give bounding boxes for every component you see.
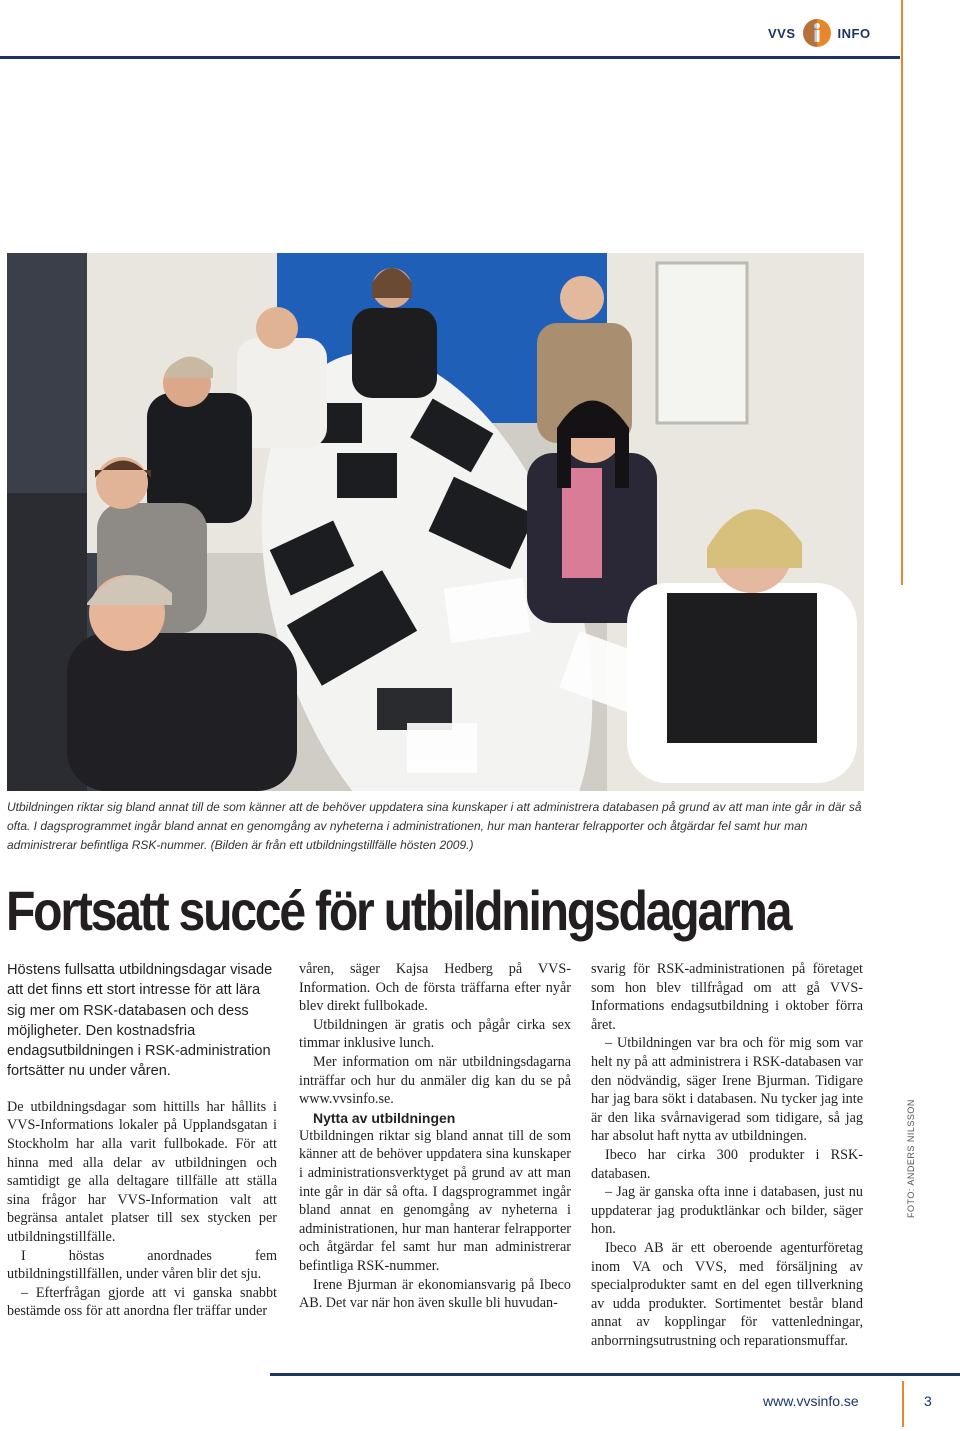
article-lead: Höstens fullsatta utbildningsdagar visade att det finns ett stort intresse för att lära sig mer om RSK-databasen och dess möjligheter. Den kostnadsfria endagsutbildningen i RSK-administration fortsätter nu under våren. [7,962,273,1080]
logo-badge-icon [802,18,832,48]
logo-text-left: VVS [768,25,796,41]
article-column-1 [7,960,277,1321]
article-paragraph: – Efterfrågan gjorde att vi ganska snabbt bestämde oss för att anordna fler träffar under [7,1284,277,1320]
logo-text-right: INFO [837,25,871,41]
article-paragraph: I höstas anordnades fem utbildningstillfällen, under våren blir det sju. [7,1247,277,1283]
footer-divider [902,1381,904,1427]
article-paragraph: Ibeco AB är ett oberoende agenturföretag inom VA och VVS, med försäljning av specialprodukter samt en del egen tillverkning av udda produkter. Sortimentet består bland annat av kopplingar för vattenledningar, anborrningsutrustning och reparationsmuffar. [591,1239,863,1349]
article-paragraph: svarig för RSK-administrationen på företaget som hon blev tillfrågad om att gå VVS-Informations endagsutbildning i oktober förra året. [591,961,863,1033]
article-paragraph: Ibeco har cirka 300 produkter i RSK-databasen. [591,1146,863,1182]
article-paragraph: Utbildningen är gratis och pågår cirka sex timmar inklusive lunch. [299,1016,571,1052]
footer-rule [270,1373,960,1376]
header-rule [0,56,900,59]
photo-credit: FOTO: ANDERS NILSSON [906,1099,916,1218]
article-paragraph: våren, säger Kajsa Hedberg på VVS-Information. Och de första träffarna efter nyår blev direkt fullbokade. [299,961,571,1015]
vvs-info-logo [768,18,871,48]
article-paragraph: Mer information om när utbildningsdagarna inträffar och hur du anmäler dig kan du se på www.vvsinfo.se. [299,1053,571,1108]
article-subhead: Nytta av utbildningen [313,1109,456,1126]
photo-caption-note: (Bilden är från ett utbildningstillfälle hösten 2009.) [210,838,474,852]
page-number: 3 [924,1393,932,1409]
article-paragraph: Irene Bjurman är ekonomiansvarig på Ibeco AB. Det var när hon även skulle bli huvudan- [299,1276,571,1312]
article-paragraph: De utbildningsdagar som hittills har hållits i VVS-Informations lokaler på Upplandsgatan i Stockholm har alla varit fullbokade. För att hinna med alla delar av utbildningen och samtidigt ge alla deltagare tillfälle att ställa sina frågor har VVS-Information valt att begränsa antalet platser till sex stycken per utbildningstillfälle. [7,1098,277,1245]
article-paragraph: – Jag är ganska ofta inne i databasen, just nu uppdaterar jag produktlänkar och bilder, säger hon. [591,1184,863,1238]
meeting-photo [7,253,864,791]
article-headline: Fortsatt succé för utbildningsdagarna [6,879,791,942]
article-paragraph: Utbildningen riktar sig bland annat till de som känner att de behöver uppdatera sina kunskaper i administrationsverktyget på grund av att man inte går in där så ofta. I dagsprogrammet ingår bland annat en genomgång av nyheterna i administrationen, hur man hanterar felrapporter och åtgärdar fel samt hur man administrerar befintliga RSK-nummer. [299,1127,571,1274]
meeting-photo-illustration [7,253,864,791]
article-paragraph: – Utbildningen var bra och för mig som var helt ny på att administrera i RSK-databasen var den nödvändig, säger Irene Bjurman. Tidigare har jag bara sökt i databasen. Nu tycker jag inte är den lika svårnavigerad som tidigare, så jag har absolut haft nytta av utbildningen. [591,1035,863,1145]
article-column-3 [591,960,863,1350]
footer-website-link[interactable]: www.vvsinfo.se [763,1393,859,1409]
photo-caption-main: Utbildningen riktar sig bland annat till de som känner att de behöver uppdatera sina kunskaper i att administrera databasen på grund av att man inte går in där så ofta. I dagsprogrammet ingår bland annat en genomgång av nyheterna i administrationen, hur man hanterar felrapporter och åtgärdar fel samt hur man administrerar befintliga RSK-nummer. [7,800,862,852]
photo-caption [7,798,867,855]
side-accent-rule [901,0,903,585]
article-column-2 [299,960,571,1313]
